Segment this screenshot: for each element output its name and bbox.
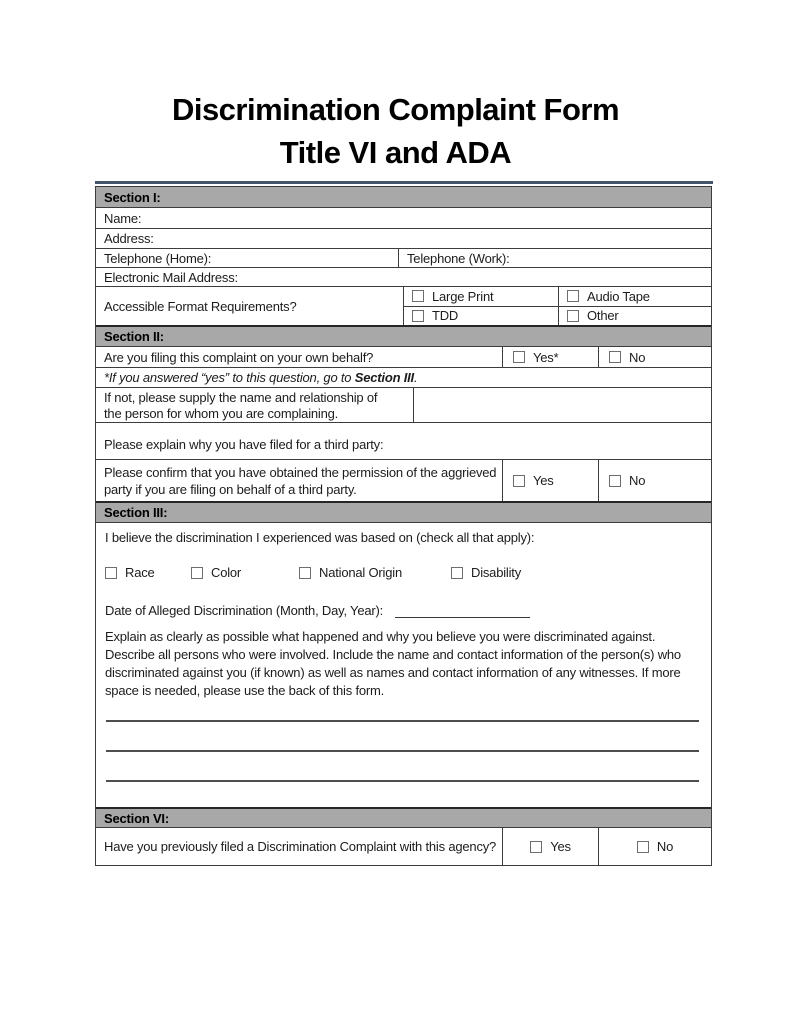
confirm-yes-label: Yes	[533, 473, 554, 488]
option-large-print[interactable]	[404, 287, 559, 306]
accessible-format-row	[96, 286, 711, 325]
phone-home-label: Telephone (Home):	[104, 250, 212, 266]
alleged-date-input-line[interactable]	[395, 604, 530, 618]
section6-header	[96, 807, 711, 827]
checkbox-own-behalf-no[interactable]	[609, 351, 621, 363]
address-label: Address:	[104, 231, 154, 246]
form-title	[0, 88, 791, 174]
accessible-format-label-cell	[96, 287, 404, 325]
if-not-answer-field[interactable]	[414, 388, 711, 422]
checkbox-confirm-no[interactable]	[609, 475, 621, 487]
confirm-permission-label-cell	[96, 460, 503, 501]
alleged-date-row	[96, 600, 711, 618]
own-behalf-no-option[interactable]	[599, 347, 711, 367]
tdd-label: TDD	[432, 308, 459, 324]
own-behalf-question: Are you filing this complaint on your own behalf?	[96, 347, 503, 367]
name-input-row[interactable]	[96, 207, 711, 228]
national-origin-label: National Origin	[319, 565, 402, 580]
color-label: Color	[211, 565, 242, 580]
checkbox-confirm-yes[interactable]	[513, 475, 525, 487]
section6-header-label: Section VI:	[104, 810, 169, 826]
format-options-grid	[404, 287, 711, 325]
discrimination-basis-options	[96, 565, 711, 580]
previous-no-label: No	[656, 839, 674, 854]
form-title-line2: Title VI and ADA	[279, 135, 512, 170]
third-party-explain-row[interactable]	[96, 422, 711, 459]
telephone-row	[96, 248, 711, 267]
phone-work-label: Telephone (Work):	[407, 250, 510, 266]
note-suffix: .	[413, 370, 418, 385]
option-national-origin[interactable]	[299, 565, 451, 580]
checkbox-color[interactable]	[191, 567, 203, 579]
alleged-date-label: Date of Alleged Discrimination (Month, Day, Year):	[105, 603, 384, 618]
confirm-no-label: No	[629, 473, 646, 488]
checkbox-disability[interactable]	[451, 567, 463, 579]
checkbox-other[interactable]	[567, 310, 579, 322]
note-prefix: *If you answered “yes” to this question, go to	[104, 370, 355, 385]
section3-header-label: Section III:	[104, 505, 168, 520]
previous-complaint-row	[96, 827, 711, 865]
confirm-yes-option[interactable]	[503, 460, 599, 501]
section1-header-label: Section I:	[104, 189, 161, 205]
section3-body	[96, 522, 711, 807]
option-tdd[interactable]	[404, 307, 559, 326]
writing-line[interactable]	[106, 780, 699, 782]
audio-tape-label: Audio Tape	[587, 288, 650, 304]
if-not-label-cell	[96, 388, 414, 422]
previous-complaint-question: Have you previously filed a Discrimination Complaint with this agency?	[104, 839, 497, 854]
writing-line[interactable]	[106, 720, 699, 722]
section3-header	[96, 501, 711, 522]
section2-header	[96, 325, 711, 346]
discrimination-basis-intro: I believe the discrimination I experienced was based on (check all that apply):	[105, 530, 535, 545]
if-not-label: If not, please supply the name and relationship of the person for whom you are complaining.	[104, 390, 378, 421]
complaint-form-table	[95, 186, 712, 866]
email-label: Electronic Mail Address:	[104, 269, 238, 285]
option-other[interactable]	[559, 307, 711, 326]
section2-header-label: Section II:	[104, 329, 164, 344]
address-cell[interactable]	[96, 229, 711, 248]
form-title-line1: Discrimination Complaint Form	[171, 92, 620, 127]
writing-line[interactable]	[106, 750, 699, 752]
other-label: Other	[587, 308, 619, 324]
checkbox-tdd[interactable]	[412, 310, 424, 322]
option-race[interactable]	[105, 565, 191, 580]
option-audio-tape[interactable]	[559, 287, 711, 306]
own-behalf-row	[96, 346, 711, 367]
option-color[interactable]	[191, 565, 299, 580]
email-input-row[interactable]	[96, 267, 711, 286]
third-party-explain-label: Please explain why you have filed for a third party:	[104, 437, 384, 452]
confirm-permission-label: Please confirm that you have obtained the permission of the aggrieved party if you are filing on behalf of a third party.	[104, 464, 497, 497]
checkbox-own-behalf-yes[interactable]	[513, 351, 525, 363]
name-label: Name:	[104, 210, 142, 226]
disability-label: Disability	[471, 565, 522, 580]
email-cell[interactable]	[96, 268, 711, 286]
name-cell[interactable]	[96, 208, 711, 228]
checkbox-large-print[interactable]	[412, 290, 424, 302]
title-underline-rule	[95, 181, 713, 184]
option-disability[interactable]	[451, 565, 521, 580]
checkbox-national-origin[interactable]	[299, 567, 311, 579]
address-input-row[interactable]	[96, 228, 711, 248]
checkbox-audio-tape[interactable]	[567, 290, 579, 302]
accessible-format-label: Accessible Format Requirements?	[104, 298, 297, 314]
if-not-row	[96, 387, 711, 422]
phone-home-cell[interactable]	[96, 249, 399, 267]
explain-instructions: Explain as clearly as possible what happened and why you believe you were discriminated against. Describe all persons who were involved. Include the name and contact information of the person(s) who discriminated against you (if known) as well as names and contact information of any witnesses. If more space is needed, please use the back of this form.	[105, 629, 681, 698]
previous-complaint-question-cell	[96, 828, 503, 865]
yes-instruction-note	[96, 367, 711, 387]
phone-work-cell[interactable]	[399, 249, 711, 267]
race-label: Race	[125, 565, 155, 580]
own-behalf-yes-option[interactable]	[503, 347, 599, 367]
section1-header	[96, 187, 711, 207]
previous-yes-label: Yes	[550, 839, 571, 854]
checkbox-previous-yes[interactable]	[530, 841, 542, 853]
own-behalf-yes-label: Yes*	[533, 349, 559, 365]
previous-yes-option[interactable]	[503, 828, 599, 865]
large-print-label: Large Print	[432, 288, 494, 304]
previous-no-option[interactable]	[599, 828, 711, 865]
confirm-no-option[interactable]	[599, 460, 711, 501]
note-section-ref: Section III	[354, 370, 414, 385]
checkbox-race[interactable]	[105, 567, 117, 579]
own-behalf-no-label: No	[629, 349, 646, 365]
checkbox-previous-no[interactable]	[637, 841, 649, 853]
confirm-permission-row	[96, 459, 711, 501]
